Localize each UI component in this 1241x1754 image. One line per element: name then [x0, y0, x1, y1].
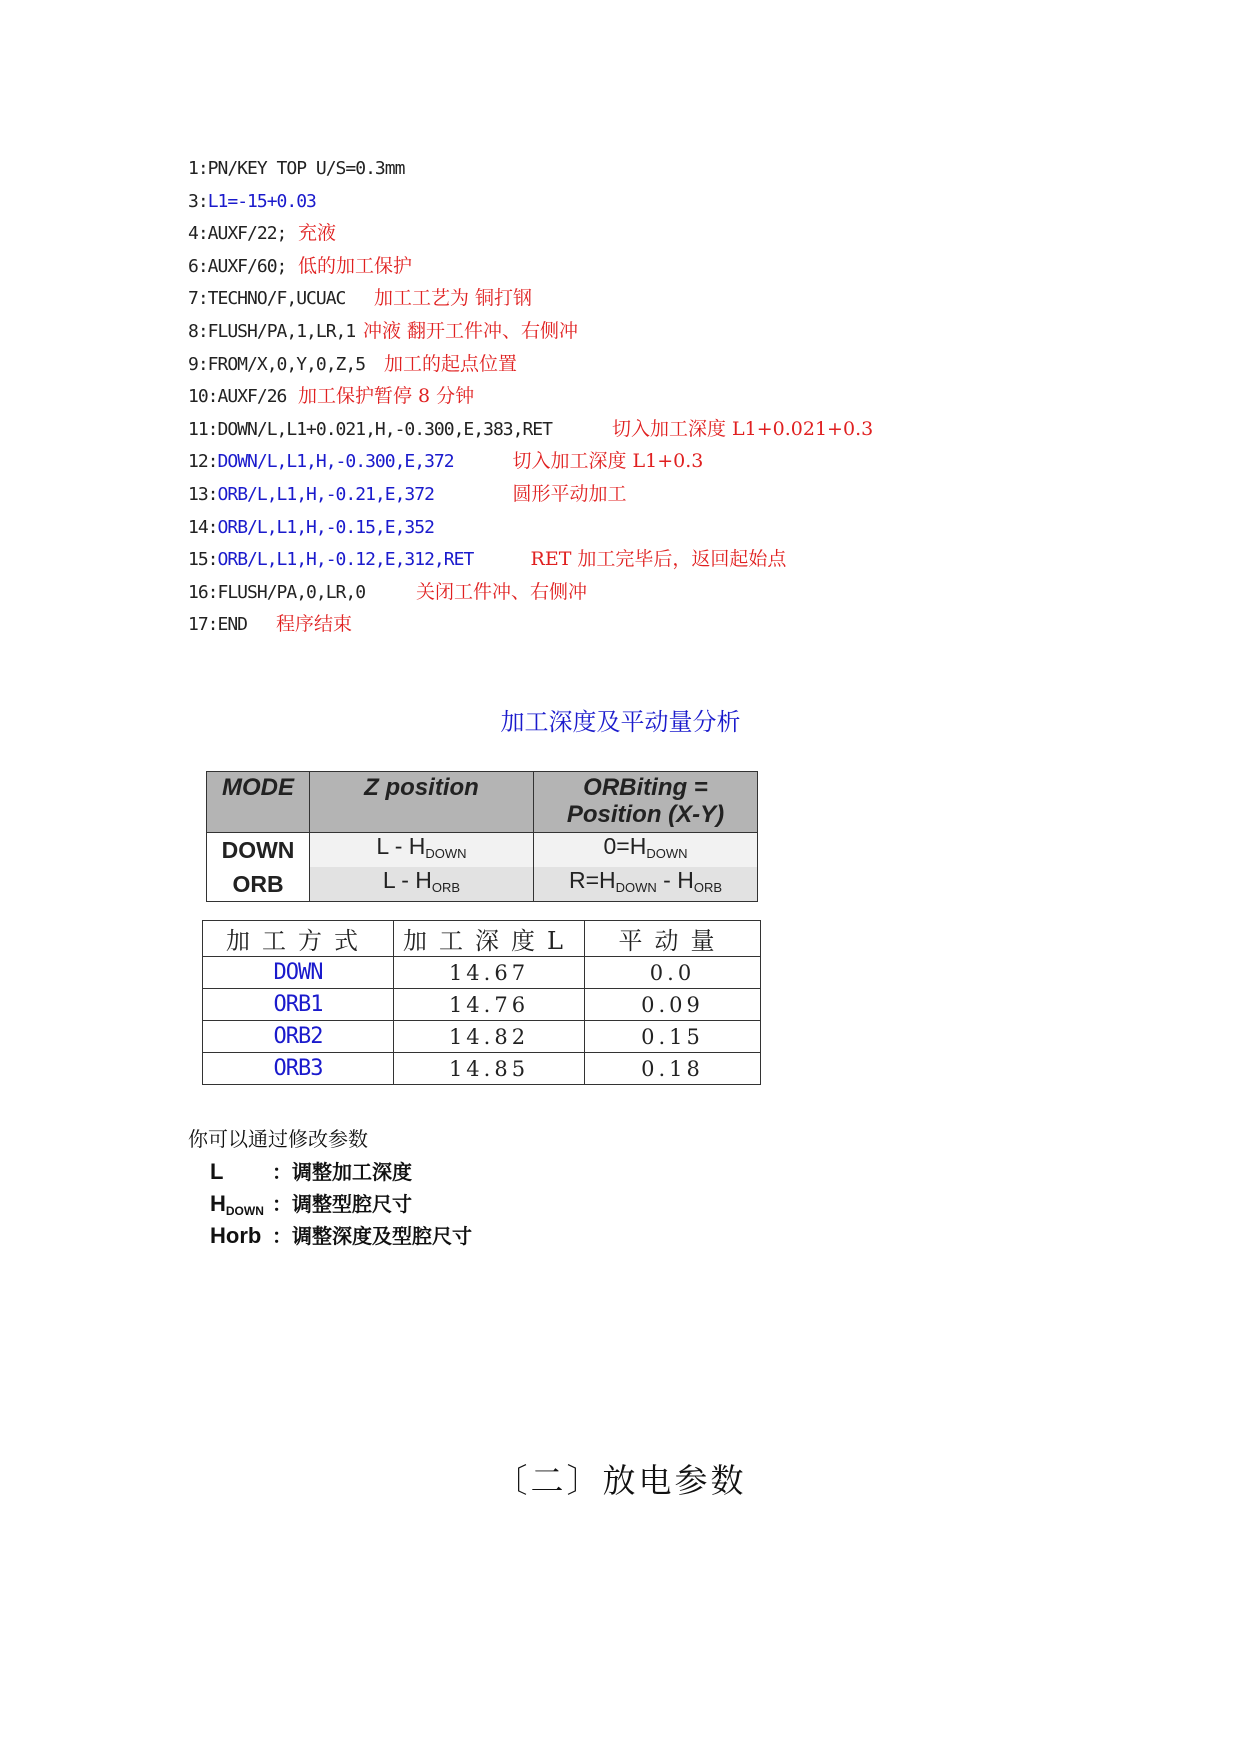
param-desc: ：调整加工深度: [272, 1160, 412, 1184]
program-line: [188, 217, 1088, 250]
program-command: ORB/L,L1,H,-0.15,E,352: [217, 516, 434, 538]
orbit-cell: 0.09: [585, 989, 761, 1021]
orbit-cell: 0.18: [585, 1053, 761, 1085]
header-orbiting-line1: ORBiting =: [583, 774, 708, 801]
orbit-cell: 0.15: [585, 1021, 761, 1053]
mode-cell: ORB2: [203, 1021, 394, 1053]
orbit-formula-part2: - H: [656, 867, 694, 893]
formula-table: [206, 771, 758, 902]
header-orbiting-line2: Position (X-Y): [566, 801, 725, 828]
program-comment: 低的加工保护: [298, 254, 413, 277]
program-line: [188, 608, 1088, 641]
program-listing: [188, 152, 1088, 641]
program-line: [188, 348, 1088, 381]
program-command: 1:PN/KEY TOP U/S=0.3mm: [188, 158, 405, 179]
z-formula: L - H: [382, 867, 432, 893]
program-line: [188, 282, 1088, 315]
program-line-number: 13:: [188, 483, 218, 505]
program-line: [188, 380, 1088, 413]
program-comment: 加工工艺为 铜打钢: [374, 287, 533, 310]
program-line: [188, 445, 1088, 478]
table-row: [203, 989, 761, 1021]
program-line-number: 15:: [188, 549, 218, 571]
z-position-cell: [310, 833, 534, 868]
program-line: [188, 152, 1088, 185]
notes-intro: 你可以通过修改参数: [188, 1127, 368, 1151]
program-line: [188, 315, 1088, 348]
z-formula: L - H: [376, 833, 426, 859]
orbit-cell: 0.0: [585, 957, 761, 989]
program-command: 10:AUXF/26: [188, 386, 287, 408]
param-key-text: L: [210, 1159, 224, 1184]
program-line: [188, 511, 1088, 544]
program-comment: 切入加工深度 L1+0.3: [512, 450, 704, 473]
program-command: 11:DOWN/L,L1+0.021,H,-0.300,E,383,RET: [188, 418, 552, 440]
program-line: [188, 478, 1088, 511]
chapter-title: 〔二〕放电参数: [494, 1461, 747, 1500]
program-command: ORB/L,L1,H,-0.21,E,372: [217, 483, 434, 505]
program-command: 17:END: [188, 614, 248, 636]
table-row: [203, 1053, 761, 1085]
depth-table-header: [203, 921, 761, 957]
param-key-subscript: DOWN: [225, 1204, 264, 1218]
param-desc: ：调整型腔尺寸: [272, 1192, 412, 1216]
program-command: 6:AUXF/60;: [188, 255, 287, 277]
program-line: [188, 250, 1088, 283]
note-item: [188, 1156, 472, 1188]
note-item: [188, 1220, 472, 1252]
z-subscript: ORB: [431, 880, 461, 895]
mode-cell: ORB1: [203, 989, 394, 1021]
program-command: 7:TECHNO/F,UCUAC: [188, 288, 346, 310]
table-row: [203, 957, 761, 989]
table-row: [203, 1021, 761, 1053]
mode-cell: ORB3: [203, 1053, 394, 1085]
mode-cell: DOWN: [207, 833, 310, 868]
parameter-notes: [188, 1122, 472, 1252]
param-key: [210, 1156, 272, 1188]
header-mode: MODE: [207, 772, 310, 833]
program-line: [188, 543, 1088, 576]
program-command: 4:AUXF/22;: [188, 223, 287, 245]
depth-table: [202, 920, 761, 1085]
program-comment: 充液: [298, 222, 337, 245]
mode-cell: DOWN: [203, 957, 394, 989]
orbit-subscript: DOWN: [615, 880, 657, 895]
depth-cell: 14.67: [394, 957, 585, 989]
program-line-number: 14:: [188, 516, 218, 538]
depth-cell: 14.76: [394, 989, 585, 1021]
program-command: ORB/L,L1,H,-0.12,E,312,RET: [217, 549, 474, 571]
program-line: [188, 576, 1088, 609]
z-position-cell: [310, 867, 534, 902]
program-line-number: 12:: [188, 451, 218, 473]
program-command: 8:FLUSH/PA,1,LR,1: [188, 320, 356, 342]
note-item: [188, 1188, 472, 1220]
header-orbiting: [534, 772, 758, 833]
section-title: 加工深度及平动量分析: [500, 708, 741, 736]
program-comment: 加工保护暂停 8 分钟: [298, 385, 475, 408]
header-orbit-amount: 平动量: [585, 921, 761, 957]
param-key-text: Horb: [210, 1223, 262, 1248]
formula-table-header: [207, 772, 758, 833]
program-line: [188, 413, 1088, 446]
program-command: 16:FLUSH/PA,0,LR,0: [188, 581, 366, 603]
program-comment: 程序结束: [276, 613, 353, 636]
depth-cell: 14.85: [394, 1053, 585, 1085]
program-command: DOWN/L,L1,H,-0.300,E,372: [217, 451, 454, 473]
z-subscript: DOWN: [425, 846, 467, 861]
orbit-formula: R=H: [568, 867, 616, 893]
header-z-position: Z position: [310, 772, 534, 833]
orbit-subscript: DOWN: [646, 846, 688, 861]
program-command: L1=-15+0.03: [207, 190, 316, 212]
orbit-subscript-2: ORB: [693, 880, 723, 895]
program-comment: RET 加工完毕后，返回起始点: [530, 548, 787, 571]
program-comment: 圆形平动加工: [512, 482, 627, 505]
param-desc: ：调整深度及型腔尺寸: [272, 1224, 472, 1248]
depth-cell: 14.82: [394, 1021, 585, 1053]
program-line: [188, 185, 1088, 218]
program-line-number: 3:: [188, 190, 208, 212]
program-comment: 关闭工件冲、右侧冲: [416, 580, 588, 603]
table-row: [207, 867, 758, 902]
program-command: 9:FROM/X,0,Y,0,Z,5: [188, 353, 366, 375]
program-comment: 加工的起点位置: [384, 352, 518, 375]
orbit-cell: [534, 833, 758, 868]
mode-cell: ORB: [207, 867, 310, 902]
header-depth: 加工深度L: [394, 921, 585, 957]
program-comment: 切入加工深度 L1+0.021+0.3: [612, 417, 874, 440]
orbit-formula: 0=H: [603, 833, 647, 859]
header-machining-mode: 加工方式: [203, 921, 394, 957]
table-row: [207, 833, 758, 868]
orbit-cell: [534, 867, 758, 902]
param-key-text: H: [210, 1191, 226, 1216]
program-comment: 冲液 翻开工件冲、右侧冲: [363, 319, 579, 342]
param-key: [210, 1220, 272, 1252]
